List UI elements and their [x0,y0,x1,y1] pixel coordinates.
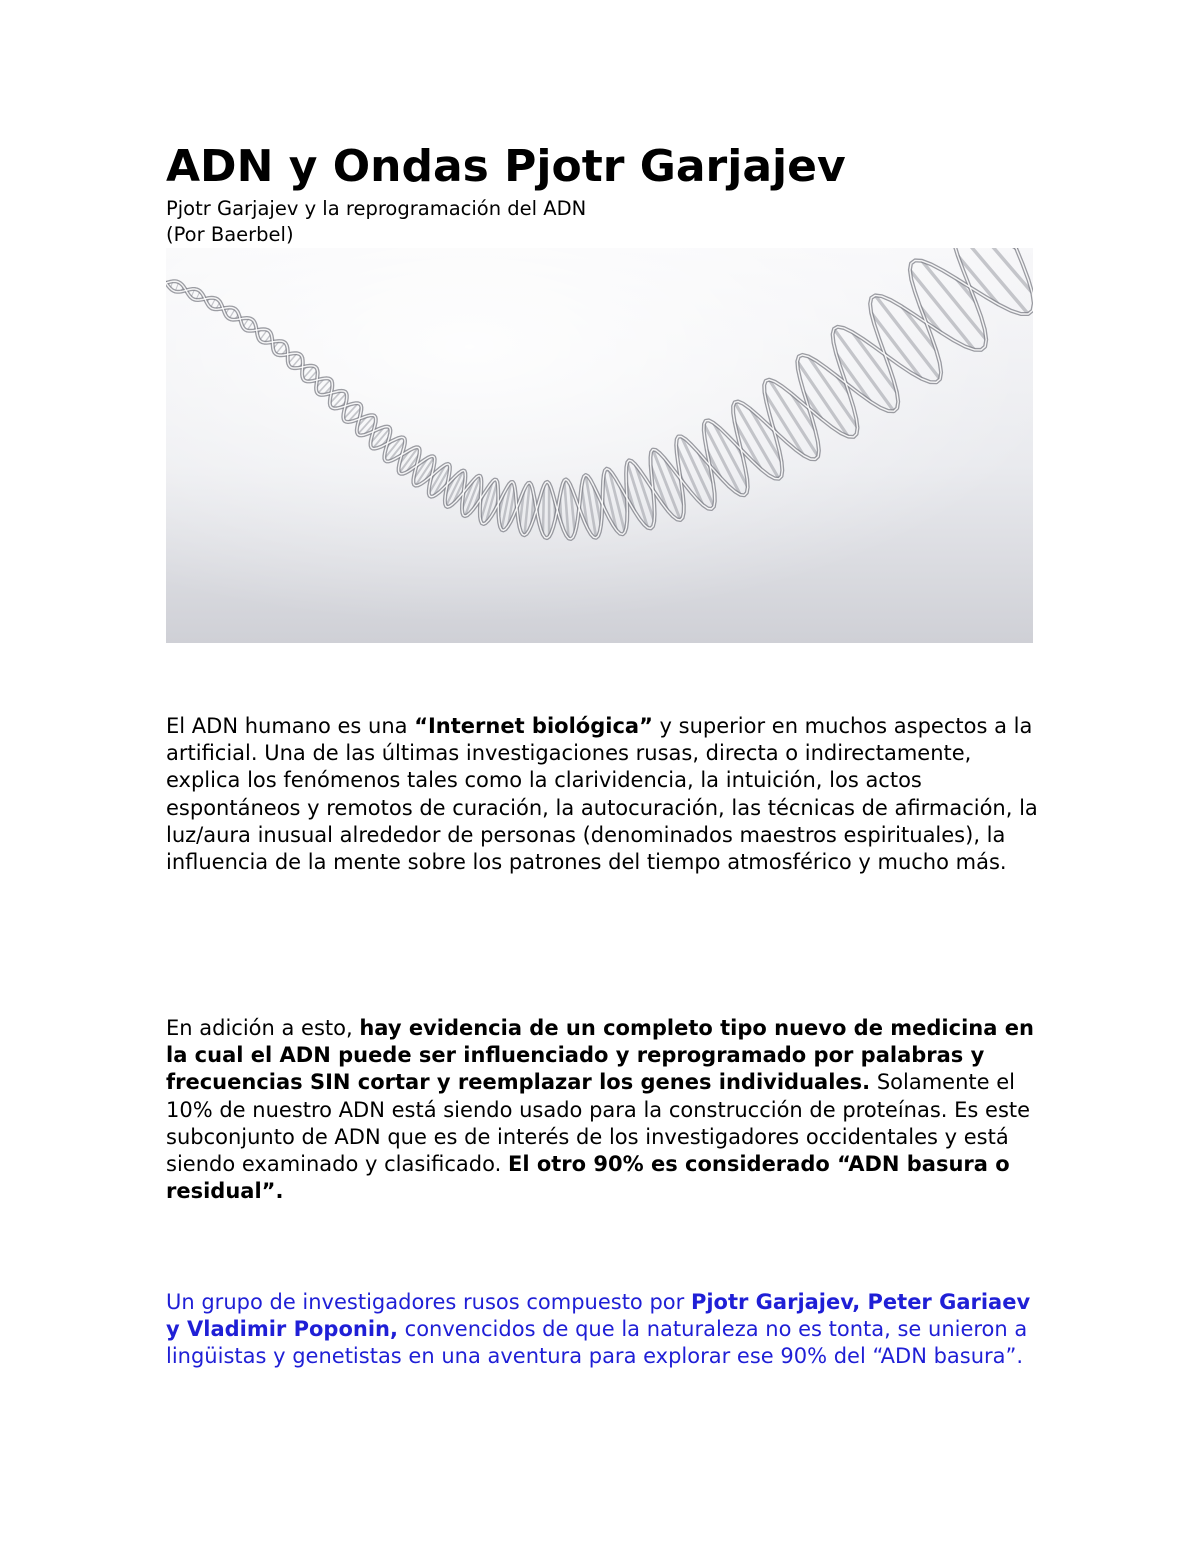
text-run: y superior en muchos aspectos a la artificial. Una de las últimas investigaciones rusas, directa o indirectamente, explica los fenómenos tales como la clarividencia, la intuición, los actos espontáneos y remotos de curación, la autocuración, las técnicas de afirmación, la luz/aura inusual alrededor de personas (denominados maestros espirituales), la influencia de la mente sobre los patrones del tiempo atmosférico y mucho más. [166,714,1038,875]
author-line: (Por Baerbel) [166,223,294,246]
text-run: El ADN humano es una [166,714,415,738]
dna-helix-figure [166,248,1033,643]
document-title: ADN y Ondas Pjotr Garjajev [166,141,846,192]
paragraph-evidence [166,1015,1046,1205]
text-run: Solamente el 10% de nuestro ADN está siendo usado para la construcción de proteínas. Es este subconjunto de ADN que es de interés de los investigadores occidentales y está siendo examinado y clasificado. [166,1070,1031,1177]
bold-run: hay evidencia de un completo tipo nuevo de medicina en la cual el ADN puede ser influenciado y reprogramado por palabras y frecuencias SIN cortar y reemplazar los genes individuales. [166,1016,1034,1095]
bold-run: “Internet biológica” [414,714,653,738]
text-run: Un grupo de investigadores rusos compuesto por [166,1290,691,1314]
subtitle-line: Pjotr Garjajev y la reprogramación del ADN [166,197,587,220]
text-run: En adición a esto, [166,1016,360,1040]
text-run: convencidos de que la naturaleza no es tonta, se unieron a lingüistas y genetistas en una aventura para explorar ese 90% del “ADN basura”. [166,1317,1028,1369]
document-subtitle [166,196,586,248]
paragraph-researchers [166,1289,1046,1371]
dna-helix-icon [166,248,1033,643]
bold-run: Pjotr Garjajev, Peter Gariaev y Vladimir Poponin, [166,1290,1031,1342]
bold-run: El otro 90% es considerado “ADN basura o residual”. [166,1152,1010,1204]
paragraph-intro [166,713,1046,876]
